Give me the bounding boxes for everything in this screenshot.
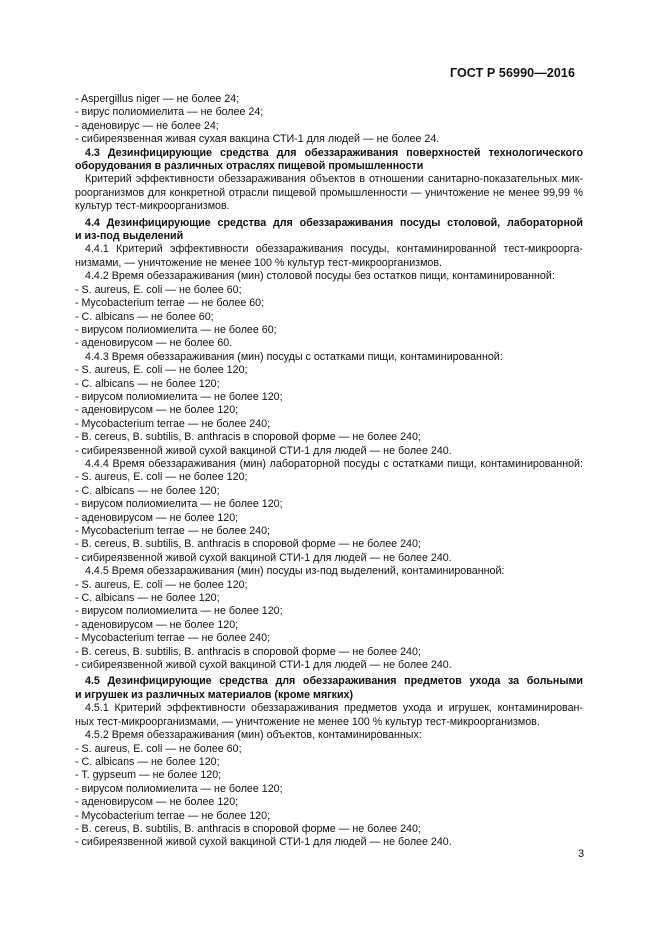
list-item: - вирусом полиомиелита — не более 120; (75, 498, 283, 511)
list-item: - C. albicans — не более 60; (75, 310, 214, 323)
list-item: - сибиреязвенной живой сухой вакциной СТИ-1 для людей — не более 240. (75, 836, 452, 849)
section-heading-4-5-cont: и игрушек из различных материалов (кроме мягких) (75, 688, 354, 701)
document-body (75, 93, 583, 850)
list-item: - аденовирусом — не более 120; (75, 404, 239, 417)
section-heading-4-5: 4.5 Дезинфицирующие средства для обеззараживания предметов ухода за больными (85, 675, 583, 688)
list-item: - C. albicans — не более 120; (75, 755, 220, 768)
paragraph-line: 4.4.4 Время обеззараживания (мин) лабораторной посуды с остатками пищи, контаминированной: (85, 457, 583, 470)
paragraph-line: 4.5.1 Критерий эффективности обеззараживания предметов ухода и игрушек, контаминирован- (85, 702, 583, 715)
list-item: - вирусом полиомиелита — не более 60; (75, 323, 277, 336)
list-item: - C. albicans — не более 120; (75, 377, 220, 390)
paragraph-line: 4.4.1 Критерий эффективности обеззараживания посуды, контаминированной тест-микроорга- (85, 243, 583, 256)
list-item: - Mycobacterium terrae — не более 120; (75, 809, 271, 822)
list-item: - S. aureus, E. coli — не более 120; (75, 578, 248, 591)
list-item: - T. gypseum — не более 120; (75, 769, 222, 782)
list-item: - вирусом полиомиелита — не более 120; (75, 782, 283, 795)
paragraph-line: ных тест-микроорганизмами, — уничтожение не менее 100 % культур тест-микроорганизмов. (75, 715, 540, 728)
page-number: 3 (578, 848, 585, 860)
section-heading-4-3: 4.3 Дезинфицирующие средства для обеззараживания поверхностей технологического (85, 146, 583, 159)
list-item: - аденовирусом — не более 120; (75, 511, 239, 524)
paragraph-line: 4.4.3 Время обеззараживания (мин) посуды с остатками пищи, контаминированной: (85, 350, 503, 363)
list-item: - вирусом полиомиелита — не более 120; (75, 390, 283, 403)
list-item: - B. cereus, B. subtilis, B. anthracis в споровой форме — не более 240; (75, 431, 421, 444)
list-item: - S. aureus, E. coli — не более 120; (75, 471, 248, 484)
list-item: - S. aureus, E. coli — не более 120; (75, 364, 248, 377)
paragraph-line: 4.4.2 Время обеззараживания (мин) столовой посуды без остатков пищи, контаминированной: (85, 270, 555, 283)
section-heading-4-3-cont: оборудования в различных отраслях пищевой промышленности (75, 160, 424, 173)
list-item: - аденовирусом — не более 120; (75, 796, 239, 809)
list-item: - аденовирусом — не более 60. (75, 337, 233, 350)
document-header: ГОСТ Р 56990—2016 (449, 66, 575, 80)
list-item: - Mycobacterium terrae — не более 240; (75, 417, 271, 430)
list-item: - Mycobacterium terrae — не более 240; (75, 632, 271, 645)
section-heading-4-4-cont: и из-под выделений (75, 230, 184, 243)
list-item: - сибиреязвенной живой сухой вакциной СТИ-1 для людей — не более 240. (75, 659, 452, 672)
list-item: - C. albicans — не более 120; (75, 484, 220, 497)
list-item: - сибиреязвенная живая сухая вакцина СТИ-1 для людей — не более 24. (75, 133, 440, 146)
list-item: - B. cereus, B. subtilis, B. anthracis в споровой форме — не более 240; (75, 822, 421, 835)
paragraph-line: низмами, — уничтожение не менее 100 % культур тест-микроорганизмов. (75, 256, 443, 269)
list-item: - вирусом полиомиелита — не более 120; (75, 605, 283, 618)
list-item: - C. albicans — не более 120; (75, 592, 220, 605)
list-item: - Mycobacterium terrae — не более 240; (75, 525, 271, 537)
list-item: - сибиреязвенной живой сухой вакциной СТИ-1 для людей — не более 240. (75, 444, 452, 457)
section-heading-4-4: 4.4 Дезинфицирующие средства для обеззараживания посуды столовой, лабораторной (85, 216, 583, 229)
list-item: - аденовирусом — не более 120; (75, 618, 239, 631)
paragraph-line: Критерий эффективности обеззараживания объектов в отношении санитарно-показательных мик- (85, 173, 583, 186)
list-item: - вирус полиомиелита — не более 24; (75, 106, 264, 119)
list-item: - S. aureus, E. coli — не более 60; (75, 283, 242, 296)
list-item: - аденовирус — не более 24; (75, 119, 219, 132)
list-item: - B. cereus, B. subtilis, B. anthracis в споровой форме — не более 240; (75, 645, 421, 658)
paragraph-line: 4.4.5 Время обеззараживания (мин) посуды из-под выделений, контаминированной: (85, 565, 505, 578)
list-item: - Aspergillus niger — не более 24; (75, 93, 240, 105)
list-item: - S. aureus, E. coli — не более 60; (75, 742, 242, 755)
list-item: - B. cereus, B. subtilis, B. anthracis в споровой форме — не более 240; (75, 538, 421, 551)
list-item: - Mycobacterium terrae — не более 60; (75, 297, 265, 310)
list-item: - сибиреязвенной живой сухой вакциной СТИ-1 для людей — не более 240. (75, 551, 452, 564)
paragraph-line: роорганизмов для конкретной отрасли пищевой промышленности — уничтожение не менее 99,99 % (75, 186, 583, 199)
paragraph-line: культур тест-микроорганизмов. (75, 200, 230, 213)
paragraph-line: 4.5.2 Время обеззараживания (мин) объектов, контаминированных: (85, 729, 422, 742)
